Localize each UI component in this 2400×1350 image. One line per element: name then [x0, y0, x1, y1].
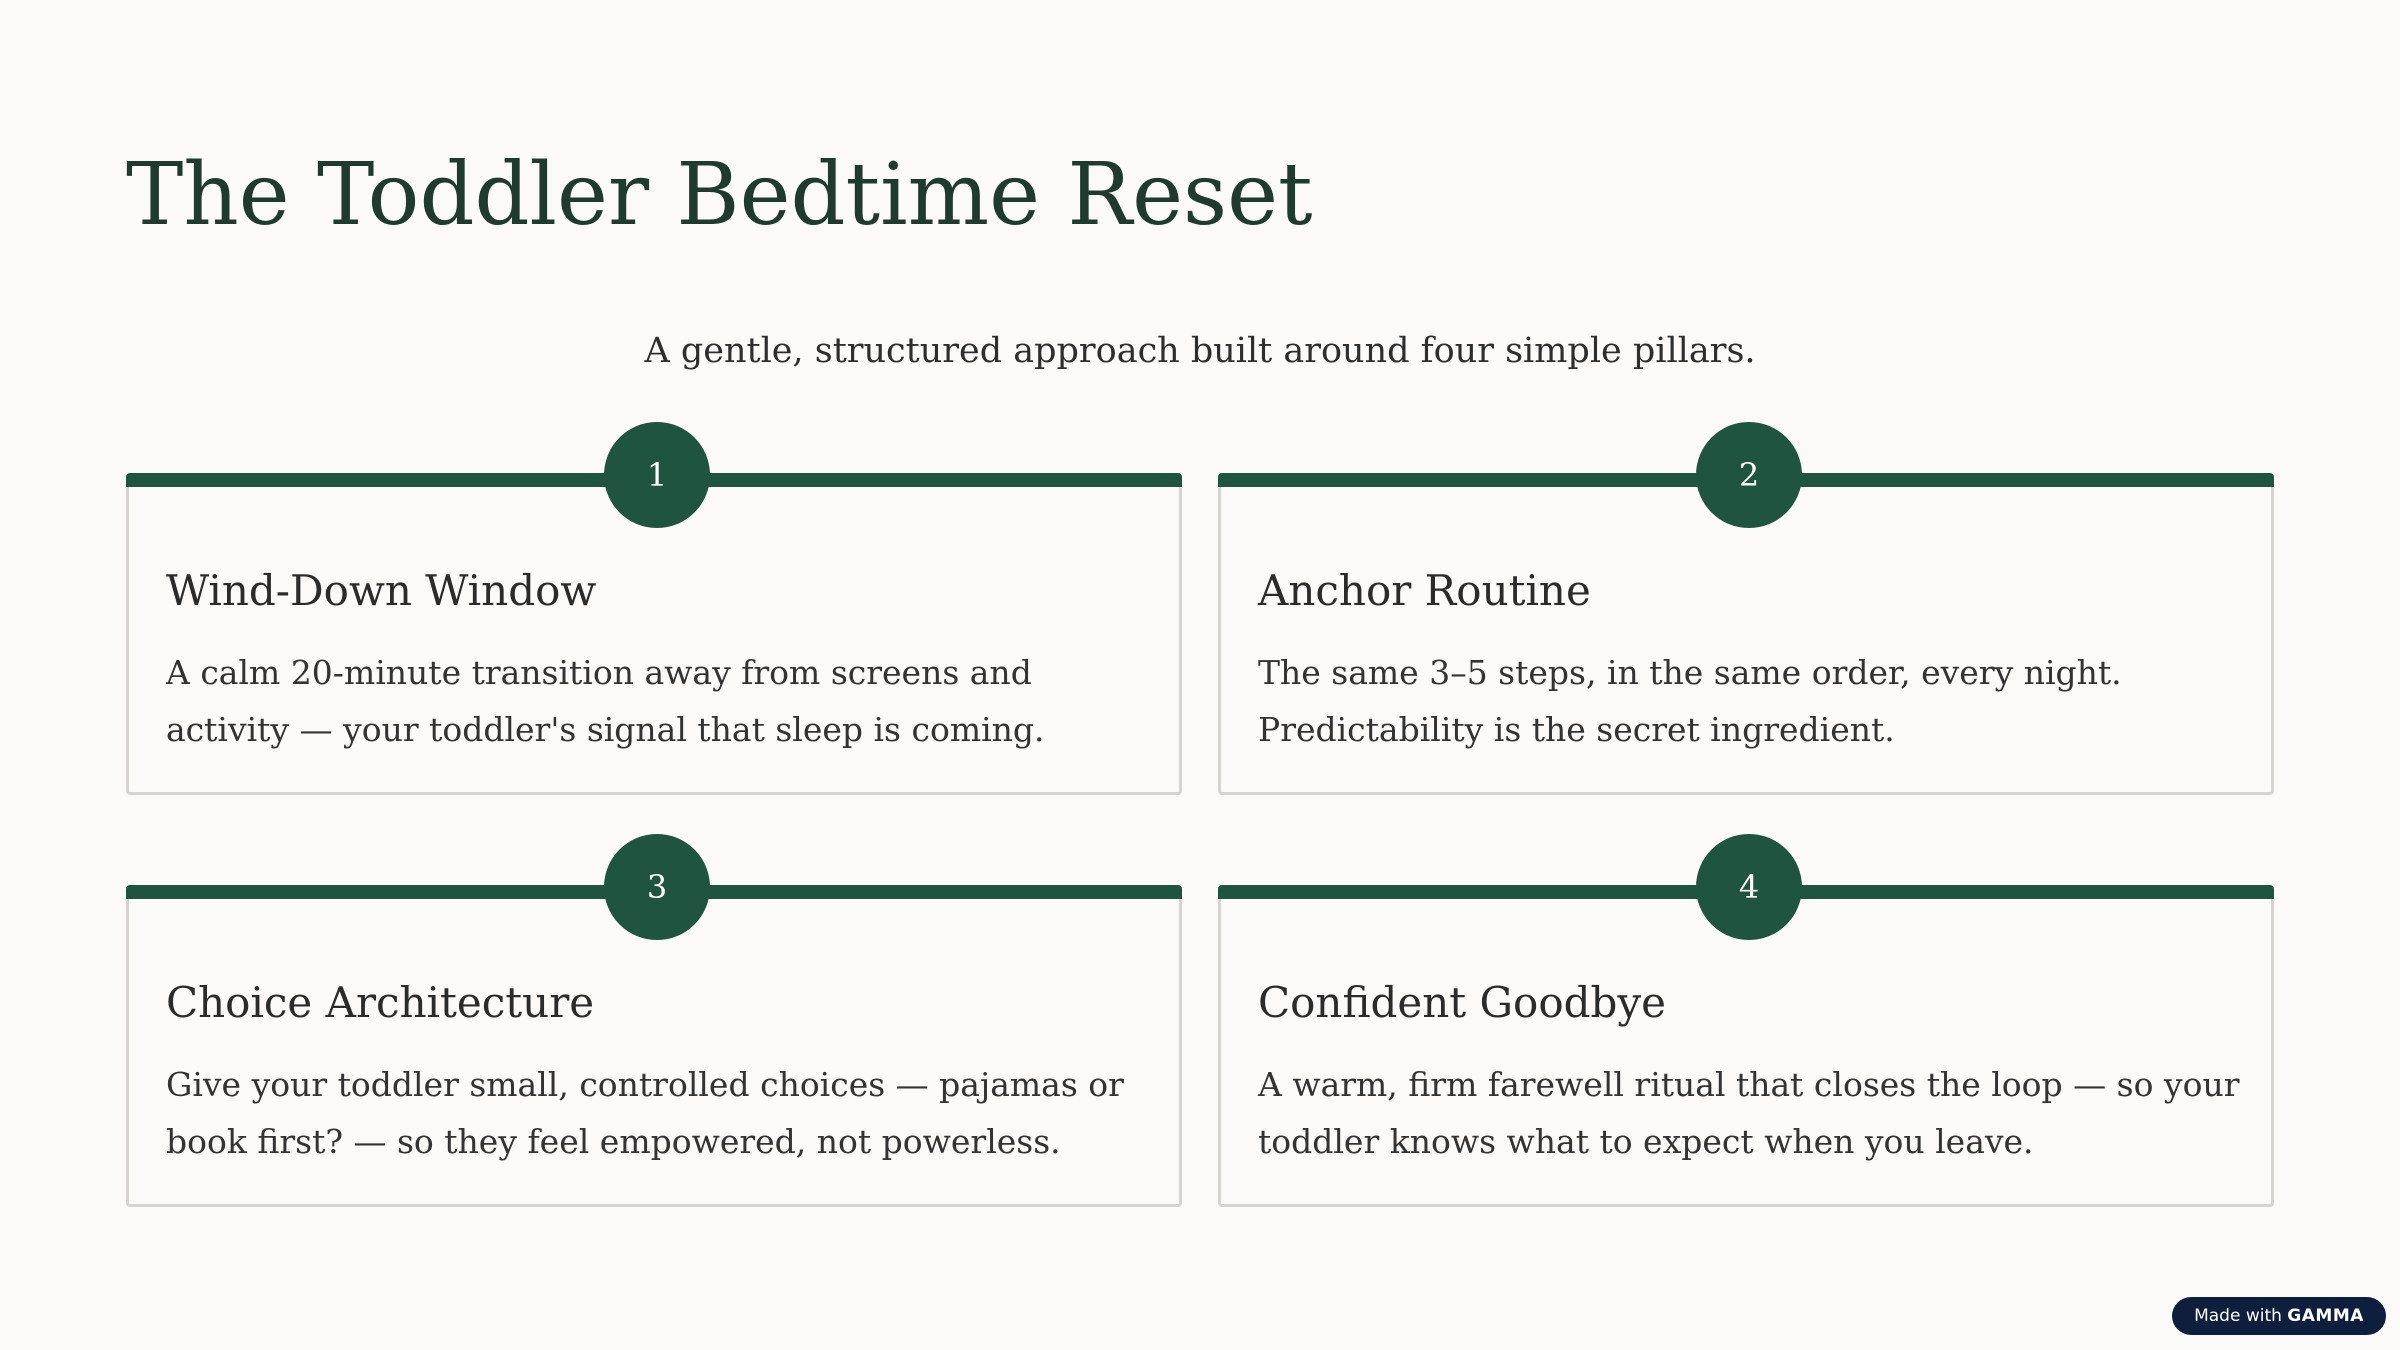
pillar-number-badge: 1: [604, 422, 710, 528]
pillar-card-confident-goodbye: [1218, 868, 2274, 1207]
pillar-number-badge: 2: [1696, 422, 1802, 528]
pillar-title: Choice Architecture: [166, 978, 595, 1027]
pillar-description: Give your toddler small, controlled choices — pajamas or book first? — so they feel empowered, not powerless.: [166, 1065, 1124, 1161]
pillar-description: A warm, firm farewell ritual that closes the loop — so your toddler knows what to expect when you leave.: [1258, 1065, 2240, 1161]
pillar-title: Anchor Routine: [1258, 566, 1591, 615]
page-subtitle: A gentle, structured approach built around four simple pillars.: [644, 331, 1756, 371]
pillar-description: The same 3–5 steps, in the same order, every night. Predictability is the secret ingredient.: [1258, 653, 2122, 749]
page-title: The Toddler Bedtime Reset: [126, 145, 1313, 245]
pillar-title: Confident Goodbye: [1258, 978, 1666, 1027]
made-with-gamma-badge[interactable]: [2172, 1297, 2386, 1335]
pillar-description: A calm 20-minute transition away from screens and activity — your toddler's signal that sleep is coming.: [166, 653, 1045, 749]
pillar-number-badge: 4: [1696, 834, 1802, 940]
pillar-card-anchor-routine: [1218, 456, 2274, 795]
pillar-card-wind-down: [126, 456, 1182, 795]
pillar-number-badge: 3: [604, 834, 710, 940]
gamma-logo: GAMMA: [2287, 1306, 2364, 1326]
pillar-title: Wind-Down Window: [166, 566, 597, 615]
made-with-label: Made with: [2194, 1306, 2282, 1326]
pillar-card-choice-architecture: [126, 868, 1182, 1207]
